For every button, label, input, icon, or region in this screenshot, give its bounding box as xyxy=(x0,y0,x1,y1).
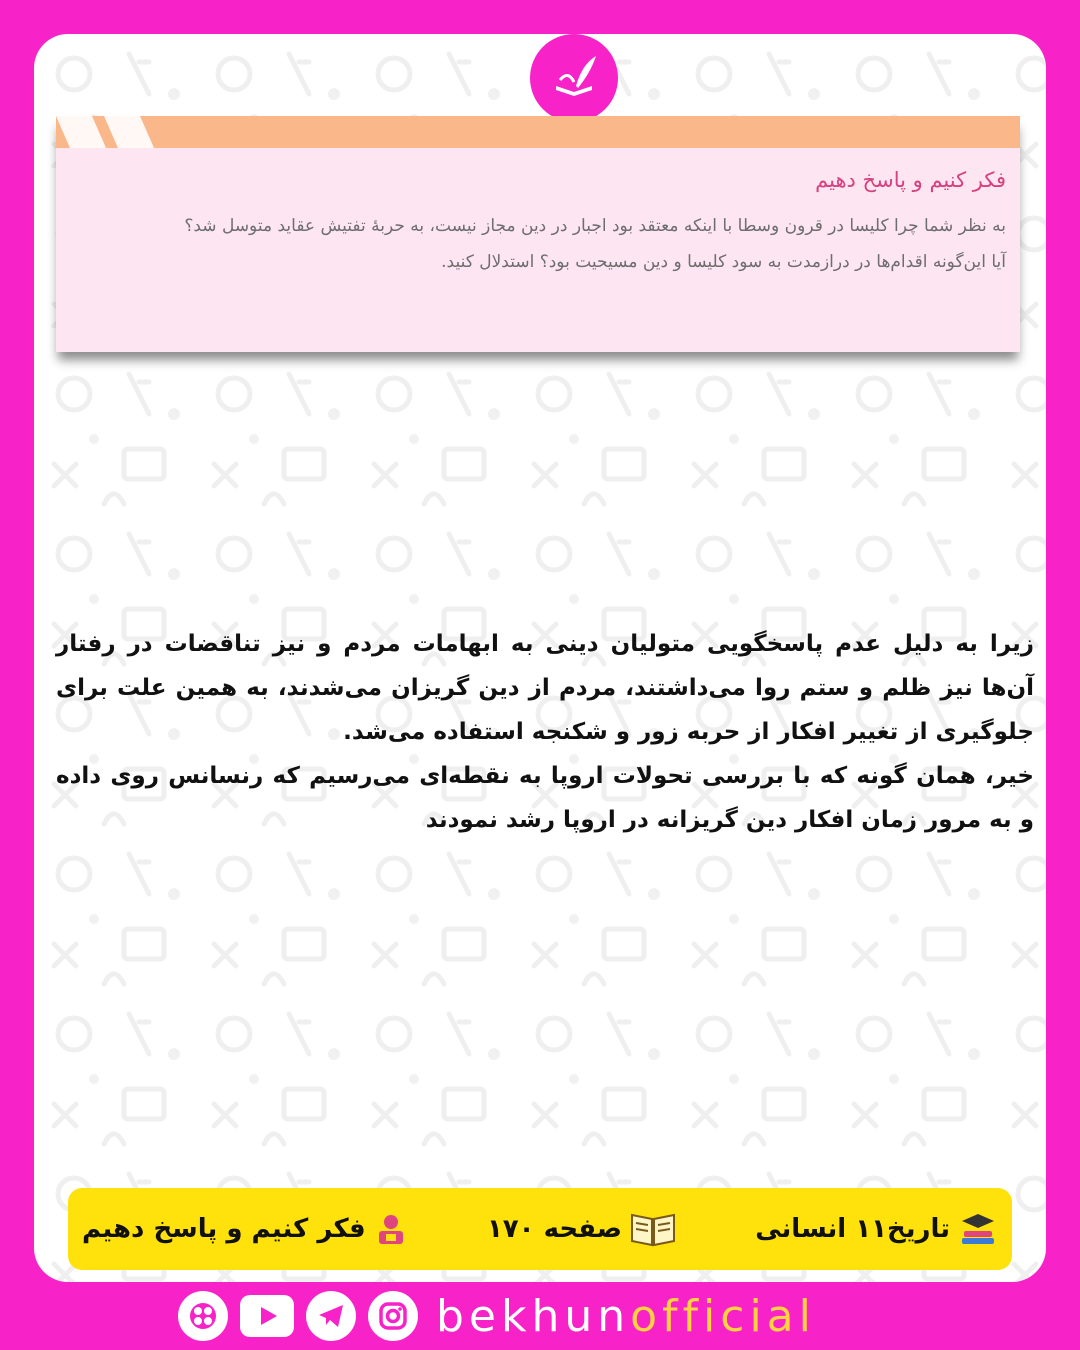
double-arrow-decoration xyxy=(56,116,166,148)
info-page xyxy=(487,1211,676,1247)
handle-part-1: bekhun xyxy=(436,1290,631,1342)
instagram-icon[interactable] xyxy=(368,1291,418,1341)
telegram-icon[interactable] xyxy=(306,1291,356,1341)
answer-text xyxy=(56,622,1034,842)
open-book-icon xyxy=(630,1211,676,1247)
excerpt-body xyxy=(66,208,1006,280)
answer-paragraph-1: زیرا به دلیل عدم پاسخگویی متولیان دینی به ابهامات مردم و نیز تناقضات در رفتار آن‌ها نیز ظلم و ستم روا می‌داشتند، مردم از دین گریزان می‌شدند، به همین علت برای جلوگیری از تغییر افکار از حربه زور و شکنجه استفاده می‌شد. xyxy=(56,631,1034,745)
aparat-icon[interactable] xyxy=(178,1291,228,1341)
answer-paragraph-2: خیر، همان گونه که با بررسی تحولات اروپا به نقطه‌ای می‌رسیم که رنسانس روی داده و به مرور زمان افکار دین گریزانه در اروپا رشد نمودند xyxy=(56,763,1034,833)
content-card xyxy=(34,34,1046,1282)
teacher-icon xyxy=(374,1212,408,1246)
excerpt-question-2: آیا این‌گونه اقدام‌ها در درازمدت به سود کلیسا و دین مسیحیت بود؟ استدلال کنید. xyxy=(441,252,1006,272)
quill-book-icon xyxy=(546,50,602,106)
textbook-excerpt xyxy=(56,116,1020,352)
social-footer xyxy=(178,1286,908,1346)
graduation-cap-books-icon xyxy=(958,1211,998,1247)
handle-part-2: official xyxy=(630,1290,816,1342)
info-topic xyxy=(82,1212,408,1246)
excerpt-header-band xyxy=(56,116,1020,148)
info-topic-label: فکر کنیم و پاسخ دهیم xyxy=(82,1214,366,1244)
info-bar xyxy=(68,1188,1012,1270)
info-page-label: صفحه ۱۷۰ xyxy=(486,1214,622,1244)
logo-badge xyxy=(530,34,618,122)
info-book-label: تاریخ۱۱ انسانی xyxy=(755,1214,950,1244)
excerpt-question-1: به نظر شما چرا کلیسا در قرون وسطا با اینکه معتقد بود اجبار در دین مجاز نیست، به حربهٔ تفتیش عقاید متوسل شد؟ xyxy=(184,216,1006,236)
youtube-icon[interactable] xyxy=(240,1295,294,1337)
social-handle[interactable] xyxy=(436,1291,816,1342)
info-book xyxy=(755,1211,998,1247)
excerpt-title: فکر کنیم و پاسخ دهیم xyxy=(815,168,1006,192)
